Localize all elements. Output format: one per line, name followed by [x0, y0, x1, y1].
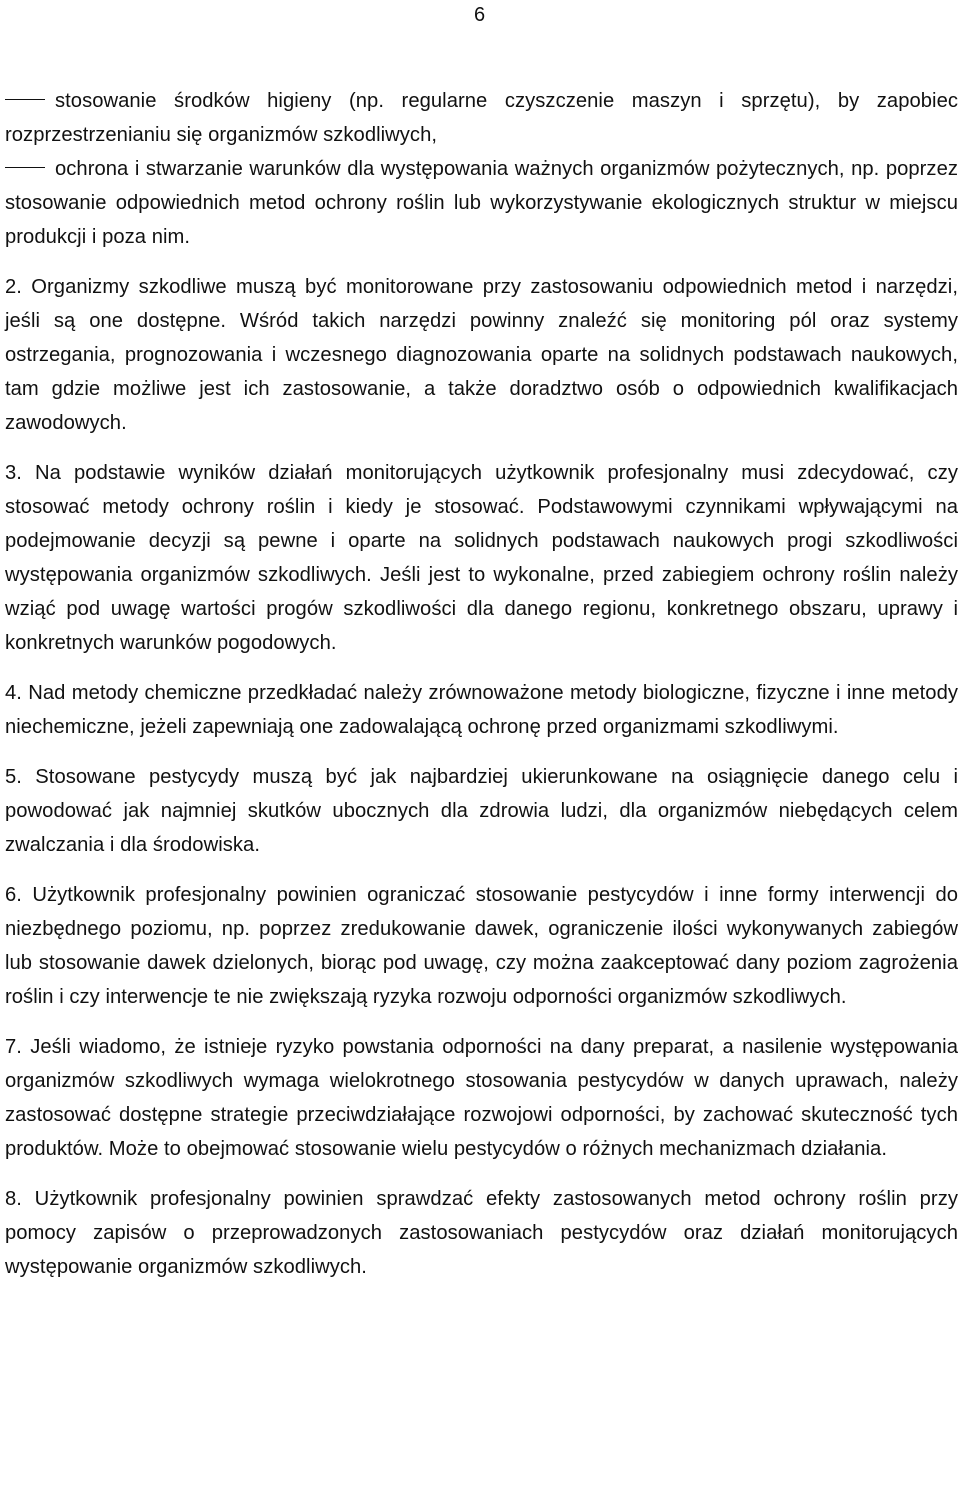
paragraph-4: 4. Nad metody chemiczne przedkładać należy zrównoważone metody biologiczne, fizyczne i inne metody niechemiczne, jeżeli zapewniają one zadowalającą ochronę przed organizmami szkodliwymi. [5, 682, 958, 738]
bullet-item [5, 152, 958, 254]
paragraph-8: 8. Użytkownik profesjonalny powinien sprawdzać efekty zastosowanych metod ochrony roślin przy pomocy zapisów o przeprowadzonych zastosowaniach pestycydów oraz działań monitorujących występowanie organizmów szkodliwych. [5, 1188, 958, 1278]
bullet-item [5, 84, 958, 152]
paragraph-7: 7. Jeśli wiadomo, że istnieje ryzyko powstania odporności na dany preparat, a nasilenie występowania organizmów szkodliwych wymaga wielokrotnego stosowania pestycydów w danych uprawach, należy zastosować dostępne strategie przeciwdziałające rozwojowi odporności, by zachować skuteczność tych produktów. Może to obejmować stosowanie wielu pestycydów o różnych mechanizmach działania. [5, 1036, 958, 1160]
page-number: 6 [474, 4, 486, 26]
paragraph-3: 3. Na podstawie wyników działań monitorujących użytkownik profesjonalny musi zdecydować, czy stosować metody ochrony roślin i kiedy je stosować. Podstawowymi czynnikami wpływającymi na podejmowanie decyzji są pewne i oparte na solidnych podstawach naukowych progi szkodliwości występowania organizmów szkodliwych. Jeśli jest to wykonalne, przed zabiegiem ochrony roślin należy wziąć pod uwagę wartości progów szkodliwości dla danego regionu, konkretnego obszaru, uprawy i konkretnych warunków pogodowych. [5, 462, 958, 654]
em-dash-bullet [5, 167, 45, 168]
paragraph-6: 6. Użytkownik profesjonalny powinien ograniczać stosowanie pestycydów i inne formy interwencji do niezbędnego poziomu, np. poprzez zredukowanie dawek, ograniczenie ilości wykonywanych zabiegów lub stosowanie dawek dzielonych, biorąc pod uwagę, czy można zaakceptować dany poziom zagrożenia roślin i czy interwencje te nie zwiększają ryzyka rozwoju odporności organizmów szkodliwych. [5, 884, 958, 1008]
paragraph-5: 5. Stosowane pestycydy muszą być jak najbardziej ukierunkowane na osiągnięcie danego celu i powodować jak najmniej skutków ubocznych dla zdrowia ludzi, dla organizmów niebędących celem zwalczania i dla środowiska. [5, 766, 958, 856]
document-body [5, 84, 958, 1284]
bullet-text: stosowanie środków higieny (np. regularne czyszczenie maszyn i sprzętu), by zapobiec rozprzestrzenianiu się organizmów szkodliwych, [5, 90, 958, 146]
bullet-text: ochrona i stwarzanie warunków dla występowania ważnych organizmów pożytecznych, np. poprzez stosowanie odpowiednich metod ochrony roślin lub wykorzystywanie ekologicznych struktur w miejscu produkcji i poza nim. [5, 158, 958, 248]
em-dash-bullet [5, 99, 45, 100]
paragraph-2: 2. Organizmy szkodliwe muszą być monitorowane przy zastosowaniu odpowiednich metod i narzędzi, jeśli są one dostępne. Wśród takich narzędzi powinny znaleźć się monitoring pól oraz systemy ostrzegania, prognozowania i wczesnego diagnozowania oparte na solidnych podstawach naukowych, tam gdzie możliwe jest ich zastosowanie, a także doradztwo osób o odpowiednich kwalifikacjach zawodowych. [5, 276, 958, 434]
